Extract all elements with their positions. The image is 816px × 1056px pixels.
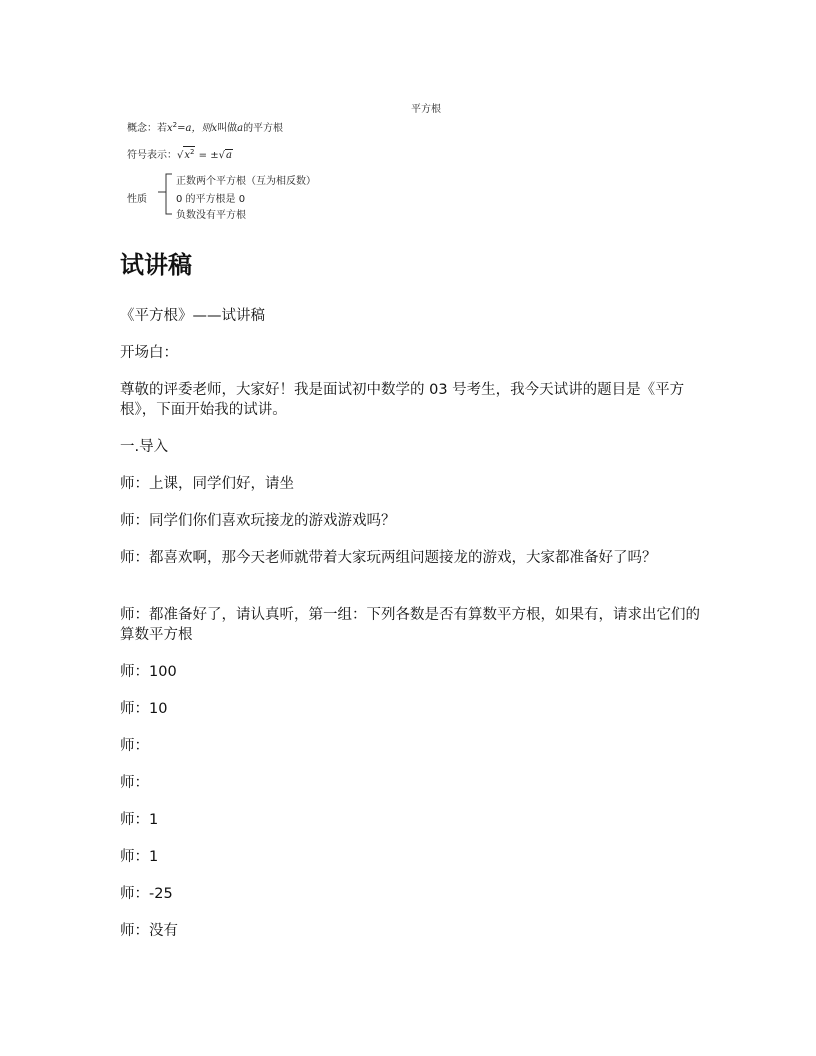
dialogue-line: 师：-25 xyxy=(120,886,173,902)
paragraph-opening: 尊敬的评委老师，大家好！我是面试初中数学的 03 号考生，我今天试讲的题目是《平方根》，下面开始我的试讲。 xyxy=(120,382,685,418)
concept-var-x: x xyxy=(167,123,173,134)
dialogue-line: 师：1 xyxy=(120,812,159,828)
concept-map-title: 平方根 xyxy=(411,104,441,115)
dialogue-line: 师：1 xyxy=(120,849,159,865)
paragraph-opening-label: 开场白： xyxy=(120,345,178,361)
page-heading: 试讲稿 xyxy=(120,251,192,279)
concept-var-a: a xyxy=(237,123,244,134)
symbol-equals: = ± xyxy=(195,150,219,161)
dialogue-line: 师： xyxy=(120,775,149,791)
dialogue-line: 师：上课，同学们好，请坐 xyxy=(120,476,294,492)
concept-rhs: =a，则 xyxy=(177,123,212,134)
property-item-2: 0 的平方根是 0 xyxy=(176,194,246,205)
dialogue-line: 师：100 xyxy=(120,664,177,680)
property-item-1: 正数两个平方根（互为相反数） xyxy=(176,176,316,187)
dialogue-line: 师：同学们你们喜欢玩接龙的游戏游戏吗？ xyxy=(120,513,396,529)
symbol-notation: 符号表示：$√x^2 = \pm√a$ xyxy=(127,148,232,161)
document-title: 《平方根》——试讲稿 xyxy=(120,308,265,324)
section-heading-intro: 一.导入 xyxy=(120,439,169,455)
concept-map-figure xyxy=(118,96,538,226)
concept-definition xyxy=(127,119,283,134)
symbol-label: 符号表示： xyxy=(127,150,177,161)
sqrt-inner-x: x xyxy=(184,150,191,161)
concept-tail: 的平方根 xyxy=(243,123,284,134)
concept-label: 概念：若 xyxy=(127,123,167,134)
brace-icon xyxy=(156,173,174,215)
concept-exponent: 2 xyxy=(172,121,178,129)
concept-mid: 叫做 xyxy=(217,123,238,134)
dialogue-line: 师： xyxy=(120,738,149,754)
dialogue-line: 师：都准备好了，请认真听，第一组：下列各数是否有算数平方根，如果有，请求出它们的算数平方根 xyxy=(120,607,700,643)
property-label: 性质 xyxy=(127,194,147,205)
sqrt-a: a xyxy=(225,150,232,161)
sqrt-x-squared xyxy=(183,146,195,161)
dialogue-line: 师：没有 xyxy=(120,923,178,939)
sqrt-inner-exponent: 2 xyxy=(190,148,195,156)
dialogue-line: 师：都喜欢啊，那今天老师就带着大家玩两组问题接龙的游戏，大家都准备好了吗？ xyxy=(120,550,657,566)
concept-var-x2: x xyxy=(211,123,218,134)
property-item-3: 负数没有平方根 xyxy=(176,210,246,221)
dialogue-line: 师：10 xyxy=(120,701,168,717)
